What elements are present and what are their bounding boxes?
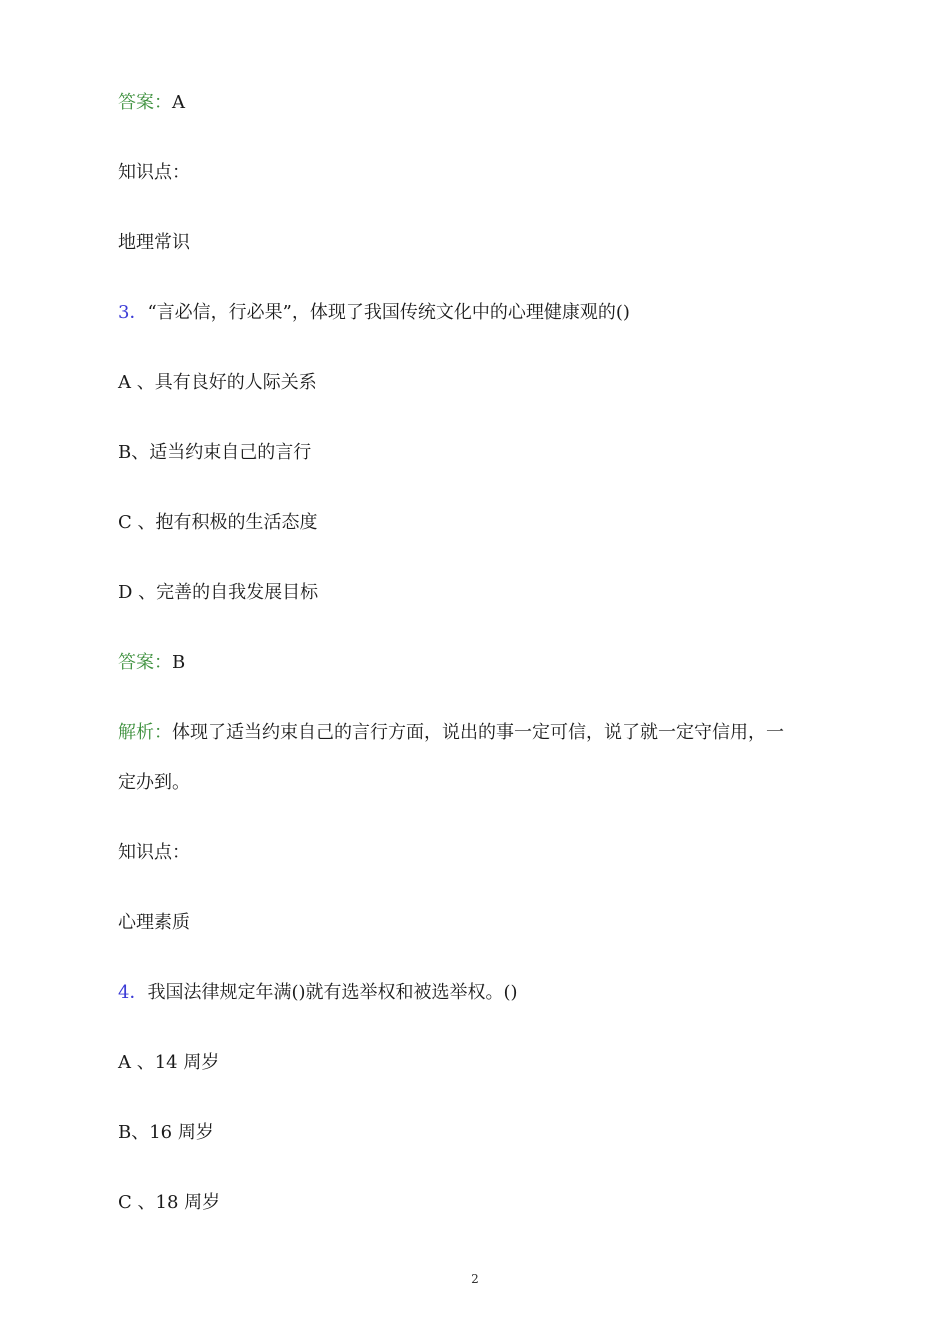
answer-label: 答案： (118, 92, 172, 113)
answer-value: B (172, 652, 186, 673)
q4-question (118, 981, 518, 1005)
question-text: “言必信，行必果”，体现了我国传统文化中的心理健康观的() (147, 302, 630, 323)
q2-knowledge-label: 知识点： (118, 162, 190, 183)
q3-option-a: A 、具有良好的人际关系 (118, 372, 317, 393)
q4-option-a: A 、14 周岁 (118, 1052, 220, 1073)
q2-knowledge-value: 地理常识 (118, 232, 190, 253)
question-number: 3． (118, 302, 148, 323)
q3-knowledge-value: 心理素质 (118, 912, 190, 933)
q3-question (118, 301, 630, 325)
q3-option-d: D 、完善的自我发展目标 (118, 582, 319, 603)
q3-option-c: C 、抱有积极的生活态度 (118, 512, 318, 533)
q3-knowledge-label: 知识点： (118, 842, 190, 863)
question-text: 我国法律规定年满()就有选举权和被选举权。() (147, 982, 518, 1003)
answer-value: A (172, 92, 185, 113)
question-number: 4． (118, 982, 148, 1003)
answer-label: 答案： (118, 652, 172, 673)
q4-option-c: C 、18 周岁 (118, 1192, 221, 1213)
q2-answer (118, 91, 185, 115)
q4-option-b: B、16 周岁 (118, 1122, 214, 1143)
q3-analysis-continuation: 定办到。 (118, 772, 190, 793)
analysis-text: 体现了适当约束自己的言行方面，说出的事一定可信，说了就一定守信用，一 (172, 722, 784, 743)
q3-answer (118, 651, 185, 675)
q3-option-b: B、适当约束自己的言行 (118, 442, 312, 463)
page-number: 2 (471, 1272, 479, 1286)
analysis-label: 解析： (118, 722, 172, 743)
q3-analysis (118, 721, 784, 745)
